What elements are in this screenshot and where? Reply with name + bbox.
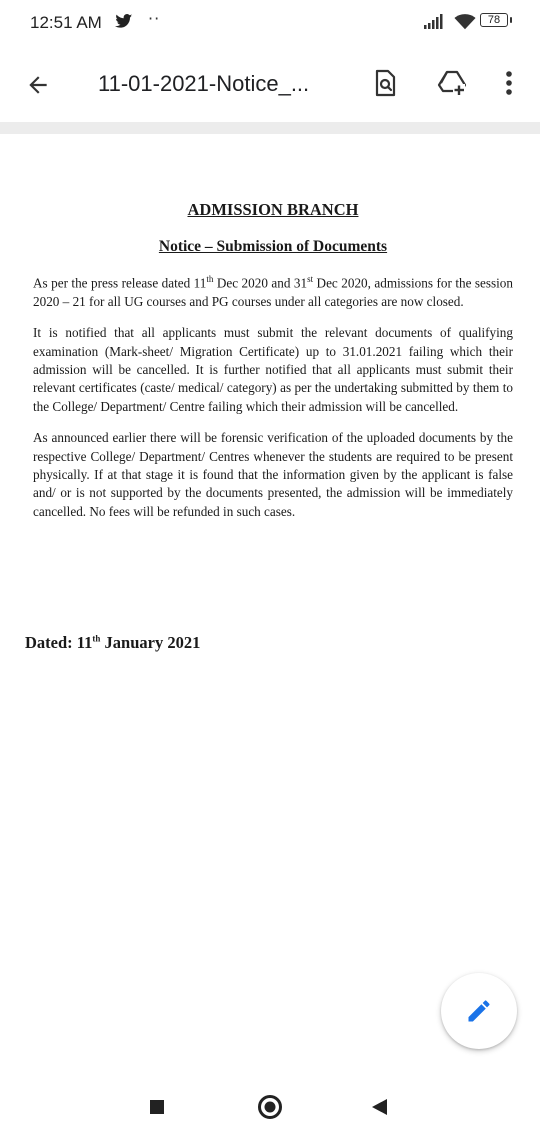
paragraph-2: It is notified that all applicants must submit the relevant documents of qualifying examination (Mark-sheet/ Migration Certificate) up to 31.01.2021 failing which their admission will be cancelled. It is further notified that all applicants must submit their relevant certificates (caste/ medical/ category) as per the undertaking submitted by them to the College/ Department/ Centre failing which their admission will be cancelled. [33,325,513,414]
clock: 12:51 AM [30,13,102,32]
document-heading: ADMISSION BRANCH [187,200,359,219]
more-notifications-icon: ·· [148,9,161,28]
search-document-icon[interactable] [370,68,400,98]
document-page [33,200,513,521]
battery-level: 78 [480,13,508,27]
add-to-drive-icon[interactable] [437,68,467,98]
back-arrow-icon[interactable] [25,72,51,98]
home-icon[interactable] [257,1094,283,1120]
battery-icon [480,13,512,29]
paragraph-1: As per the press release dated 11th Dec 2020 and 31st Dec 2020, admissions for the session 2020 – 21 for all UG courses and PG courses under all categories are now closed. [33,274,513,309]
wifi-icon [454,13,476,35]
paragraph-3: As announced earlier there will be forensic verification of the uploaded documents by the respective College/ Department/ Centres whenever the students are required to be present physically. If at that stage it is found that the information given by the applicant is false and/ or is not supported by the documents presented, the admission will be immediately cancelled. No fees will be refunded in such cases. [33,430,513,519]
toolbar-divider [0,122,540,134]
document-subheading: Notice – Submission of Documents [158,238,388,255]
system-navigation-bar [0,1080,540,1140]
document-title: 11-01-2021-Notice_... [98,71,310,96]
recent-apps-icon[interactable] [150,1100,164,1114]
status-bar [0,0,540,44]
twitter-notification-icon [115,14,133,34]
dated-line: Dated: 11th January 2021 [25,633,201,652]
edit-button[interactable] [441,973,517,1049]
pencil-icon [465,997,493,1025]
nav-back-icon[interactable] [370,1098,388,1116]
app-bar [0,44,540,122]
more-options-icon[interactable] [497,68,527,98]
signal-strength-icon [424,13,446,34]
